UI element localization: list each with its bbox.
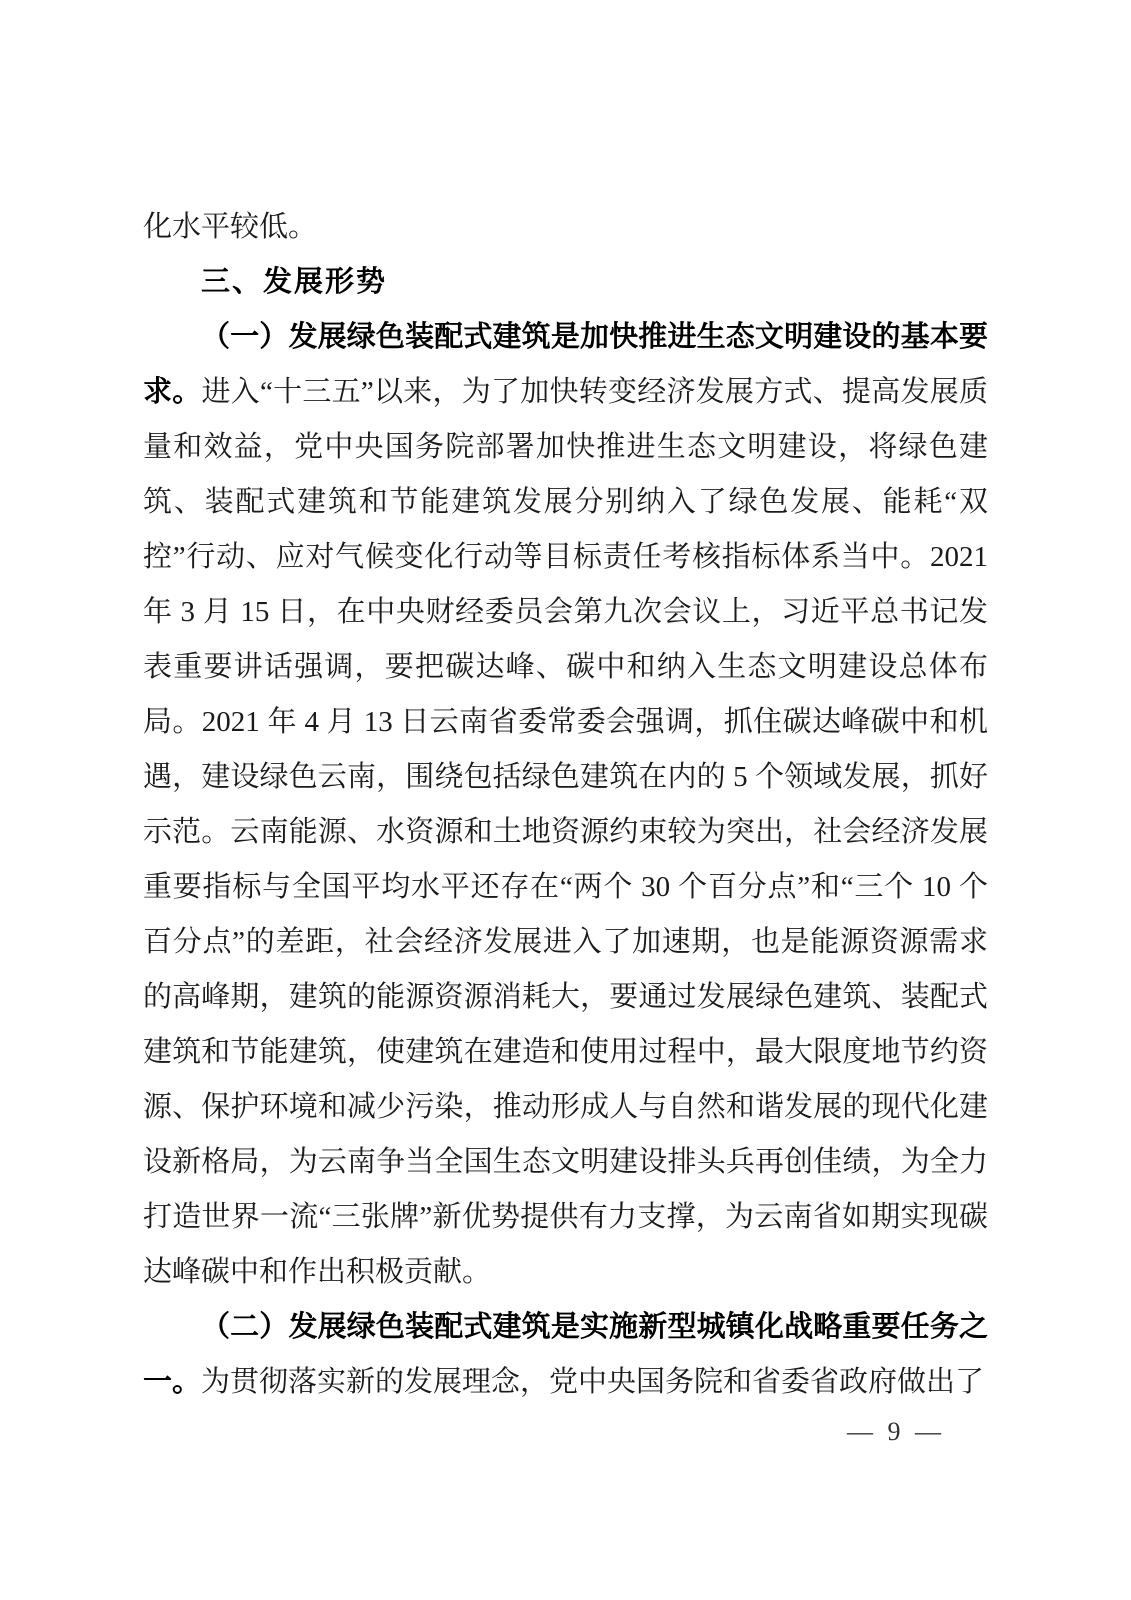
page-number: — 9 — — [847, 1417, 945, 1446]
section-heading: 三、发展形势 — [201, 266, 388, 298]
paragraph-continuation: 化水平较低。 — [143, 211, 318, 243]
paragraph-2-lead: （二）发展绿色装配式建筑是实施新型城镇化战略重要任务之一。 — [143, 1311, 988, 1398]
paragraph-2 — [143, 1300, 988, 1410]
paragraph-1-body: 进入“十三五”以来，为了加快转变经济发展方式、提高发展质量和效益，党中央国务院部署加快推进生态文明建设，将绿色建筑、装配式建筑和节能建筑发展分别纳入了绿色发展、能耗“双控”行动、应对气候变化行动等目标责任考核指标体系当中。2021 年 3 月 15 日，在中央财经委员会第九次会议上，习近平总书记发表重要讲话强调，要把碳达峰、碳中和纳入生态文明建设总体布局。2021 年 4 月 13 日云南省委常委会强调，抓住碳达峰碳中和机遇，建设绿色云南，围绕包括绿色建筑在内的 5 个领域发展，抓好示范。云南能源、水资源和土地资源约束较为突出，社会经济发展重要指标与全国平均水平还存在“两个 30 个百分点”和“三个 10 个百分点”的差距，社会经济发展进入了加速期，也是能源资源需求的高峰期，建筑的能源资源消耗大，要通过发展绿色建筑、装配式建筑和节能建筑，使建筑在建造和使用过程中，最大限度地节约资源、保护环境和减少污染，推动形成人与自然和谐发展的现代化建设新格局，为云南争当全国生态文明建设排头兵再创佳绩，为全力打造世界一流“三张牌”新优势提供有力支撑，为云南省如期实现碳达峰碳中和作出积极贡献。 — [143, 376, 988, 1288]
paragraph-2-body: 为贯彻落实新的发展理念，党中央国务院和省委省政府做出了 — [201, 1366, 985, 1398]
paragraph-1 — [143, 310, 988, 1300]
paragraph-1-lead: （一）发展绿色装配式建筑是加快推进生态文明建设的基本要求。 — [143, 321, 988, 408]
